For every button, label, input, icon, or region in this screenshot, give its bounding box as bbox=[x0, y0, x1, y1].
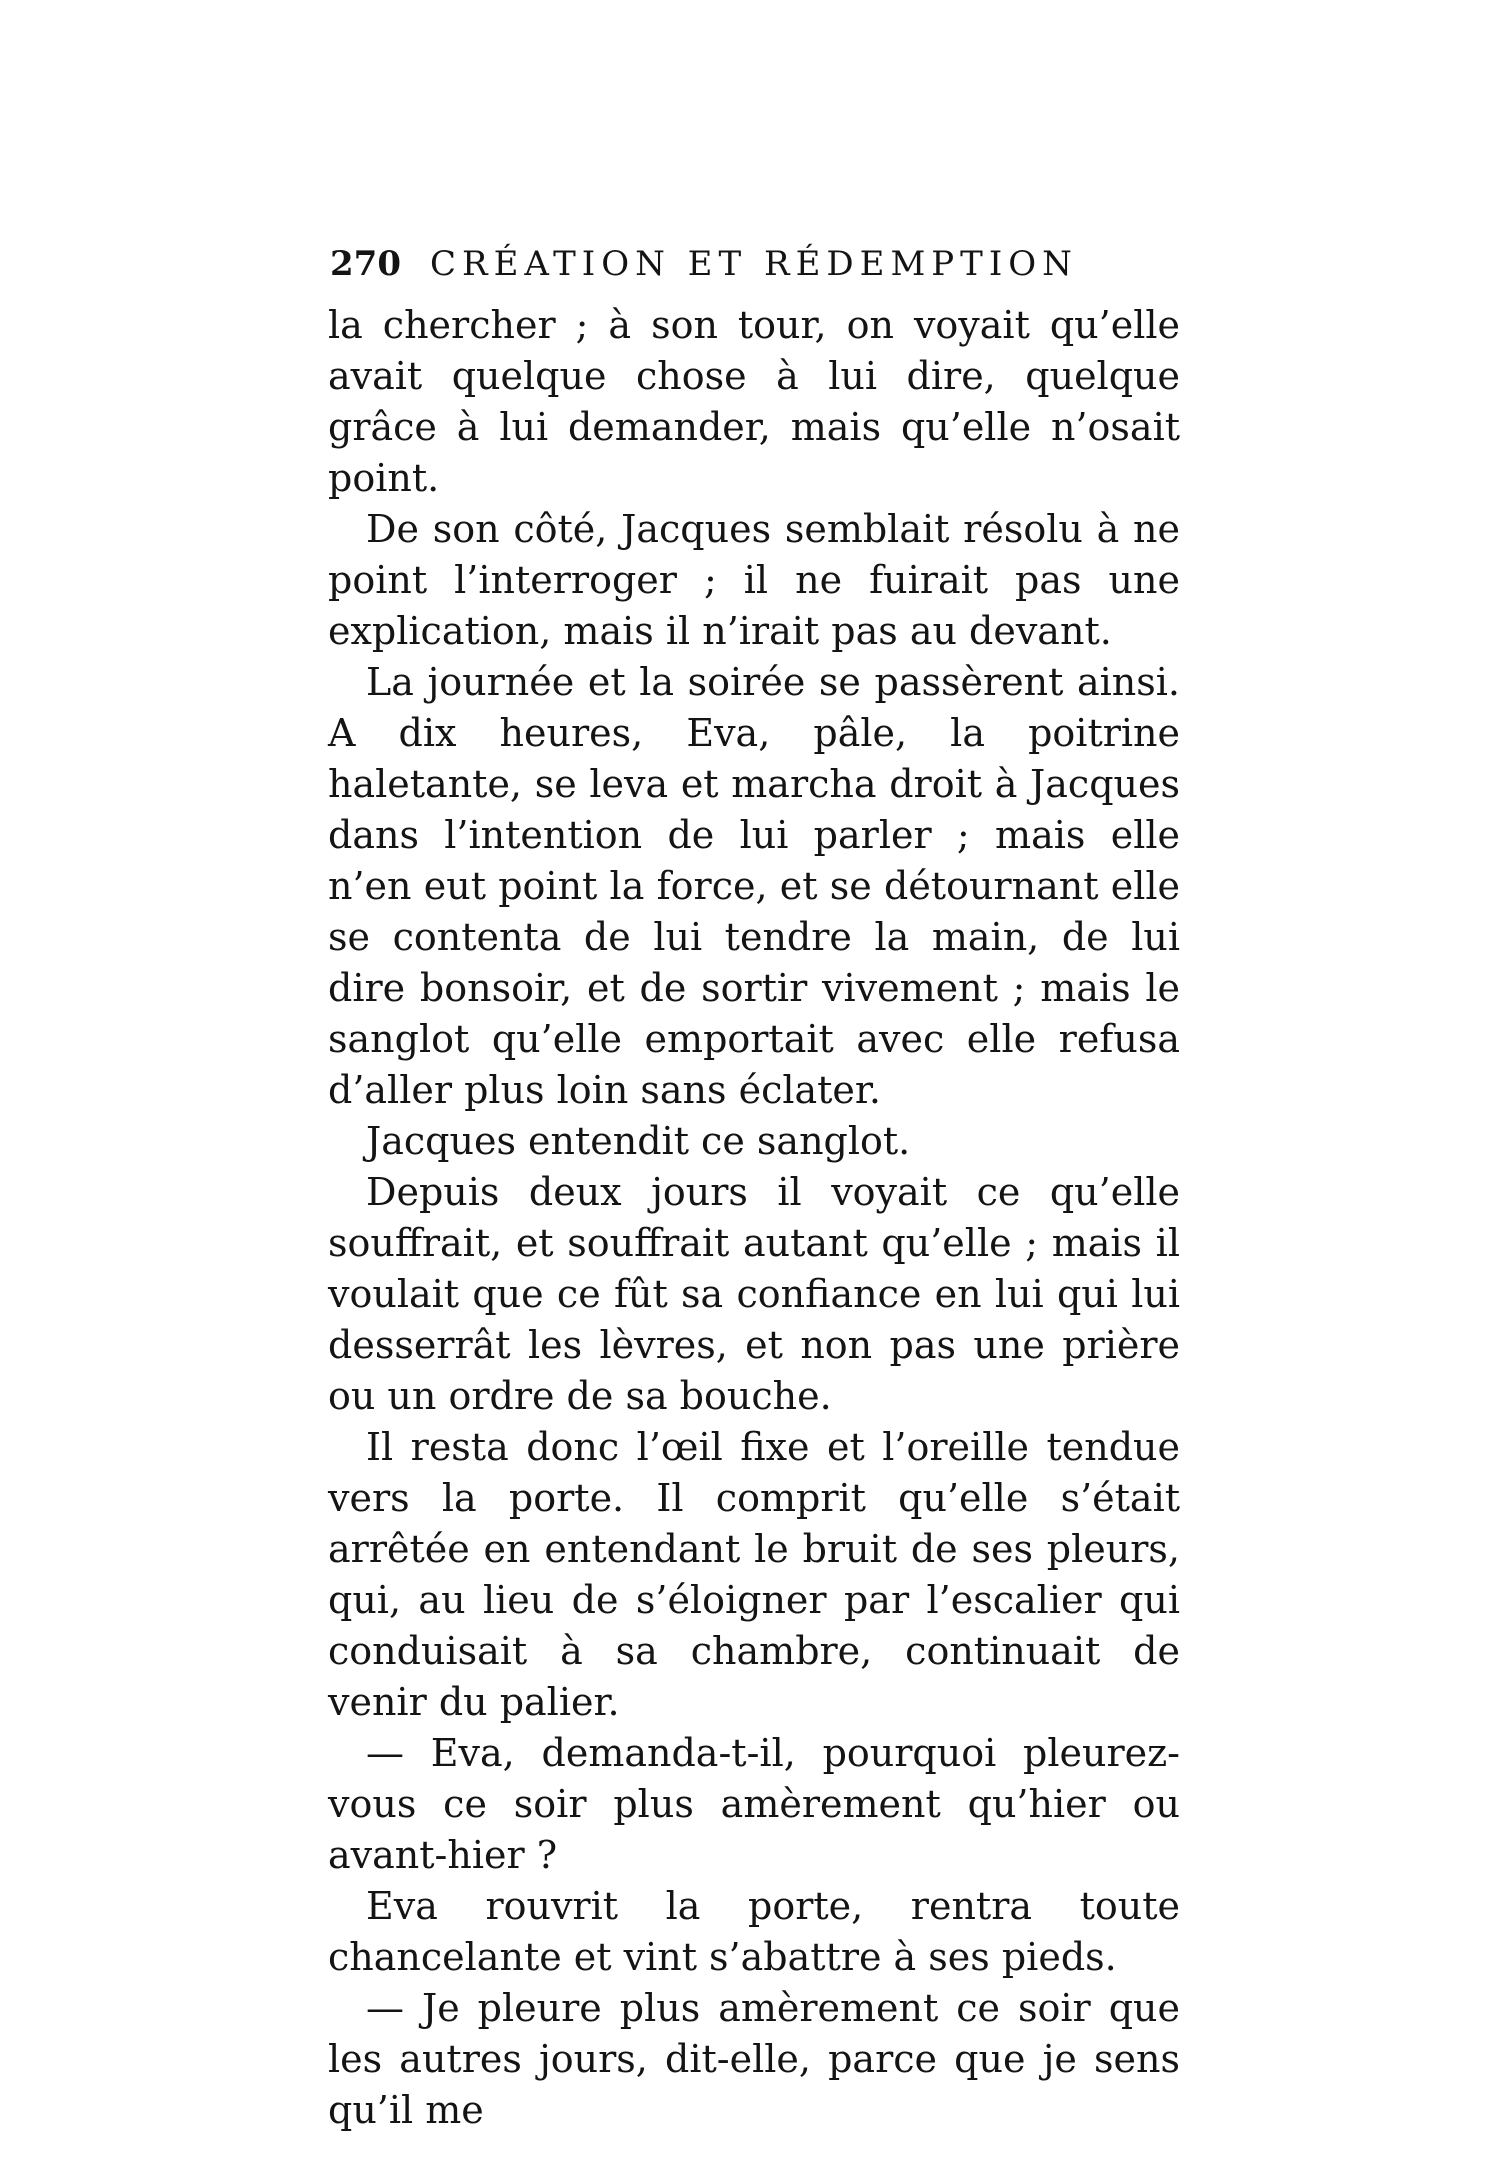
running-header bbox=[330, 244, 1180, 284]
paragraph: Eva rouvrit la porte, rentra toute chancelante et vint s’abattre à ses pieds. bbox=[328, 1884, 1180, 1979]
body-text bbox=[328, 300, 1180, 2136]
dialogue-paragraph: — Eva, demanda-t-il, pourquoi pleurez-vous ce soir plus amèrement qu’hier ou avant-hier ? bbox=[328, 1731, 1180, 1877]
dialogue-paragraph: — Je pleure plus amèrement ce soir que les autres jours, dit-elle, parce que je sens qu’il me bbox=[328, 1986, 1180, 2132]
paragraph: Jacques entendit ce sanglot. bbox=[366, 1119, 911, 1163]
paragraph: Depuis deux jours il voyait ce qu’elle souffrait, et souffrait autant qu’elle ; mais il voulait que ce fût sa confiance en lui qui lui desserrât les lèvres, et non pas une prière ou un ordre de sa bouche. bbox=[328, 1170, 1180, 1418]
page-number: 270 bbox=[330, 244, 401, 284]
paragraph: La journée et la soirée se passèrent ainsi. A dix heures, Eva, pâle, la poitrine haletante, se leva et marcha droit à Jacques dans l’intention de lui parler ; mais elle n’en eut point la force, et se détournant elle se contenta de lui tendre la main, de lui dire bonsoir, et de sortir vivement ; mais le sanglot qu’elle emportait avec elle refusa d’aller plus loin sans éclater. bbox=[328, 660, 1180, 1112]
paragraph: De son côté, Jacques semblait résolu à ne point l’interroger ; il ne fuirait pas une explication, mais il n’irait pas au devant. bbox=[328, 507, 1180, 653]
running-title: CRÉATION ET RÉDEMPTION bbox=[430, 244, 1078, 284]
paragraph: Il resta donc l’œil fixe et l’oreille tendue vers la porte. Il comprit qu’elle s’était arrêtée en entendant le bruit de ses pleurs, qui, au lieu de s’éloigner par l’escalier qui conduisait à sa chambre, continuait de venir du palier. bbox=[328, 1425, 1180, 1724]
paragraph: la chercher ; à son tour, on voyait qu’elle avait quelque chose à lui dire, quelque grâce à lui demander, mais qu’elle n’osait point. bbox=[328, 303, 1180, 500]
